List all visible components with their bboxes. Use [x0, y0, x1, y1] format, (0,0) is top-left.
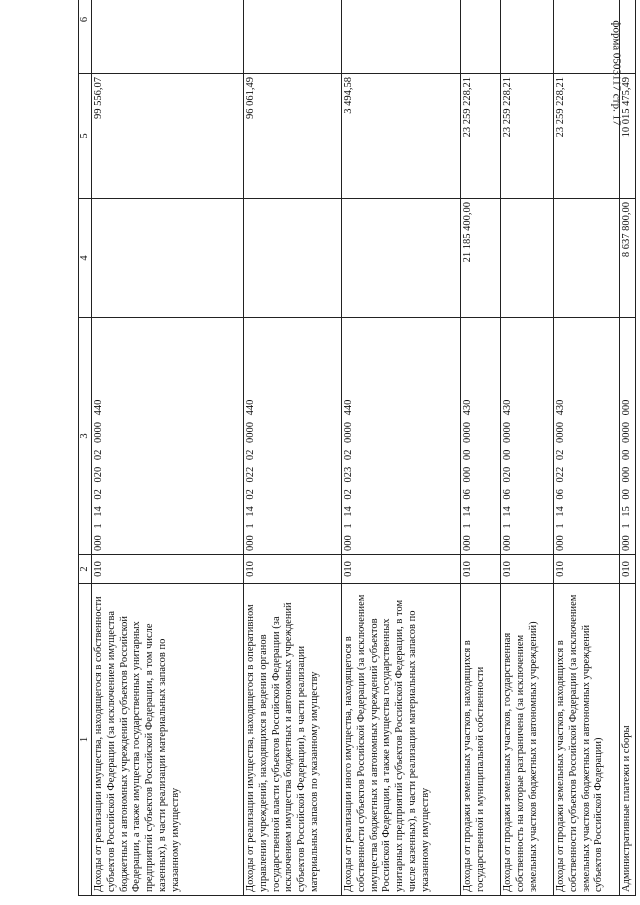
revenue-report-table [78, 0, 636, 896]
income-name-cell: Административные платежи и сборы [620, 584, 636, 896]
approved-amount-cell [501, 199, 554, 318]
budget-classification-code-cell: 000 1 14 06 000 00 0000 430 [461, 318, 501, 555]
budget-classification-code-cell: 000 1 14 02 020 02 0000 440 [92, 318, 244, 555]
income-name-cell: Доходы от продажи земельных участков, находящихся в государственной и муниципальной собственности [461, 584, 501, 896]
column-6-cell [620, 0, 636, 74]
table-row [501, 0, 554, 896]
table-row [244, 0, 342, 896]
budget-classification-code-cell: 000 1 14 02 022 02 0000 440 [244, 318, 342, 555]
budget-classification-code-cell: 000 1 15 00 000 00 0000 000 [620, 318, 636, 555]
budget-classification-code-cell: 000 1 14 02 023 02 0000 440 [342, 318, 461, 555]
income-name-cell: Доходы от продажи земельных участков, государственная собственность на которые разграничена (за исключением земельных участков бюджетных и автономных учреждений) [501, 584, 554, 896]
form-number-text: форма 0503117 стр. 17 [611, 20, 623, 126]
column-header-6: 6 [79, 0, 92, 74]
column-number-row [79, 0, 92, 896]
column-6-cell [554, 0, 620, 74]
executed-amount-cell: 96 061,49 [244, 74, 342, 199]
table-row [461, 0, 501, 896]
executed-amount-cell: 3 494,58 [342, 74, 461, 199]
income-name-cell: Доходы от реализации имущества, находящегося в оперативном управлении учреждений, находящихся в ведении органов государственной власти субъектов Российской Федерации (за исключением имущества бюджетных и автономных учреждений субъектов Российской Федерации), в части реализации материальных запасов по указанному имуществу [244, 584, 342, 896]
approved-amount-cell [342, 199, 461, 318]
line-code-cell: 010 [501, 555, 554, 584]
budget-classification-code-cell: 000 1 14 06 022 02 0000 430 [554, 318, 620, 555]
line-code-cell: 010 [620, 555, 636, 584]
table-row [554, 0, 620, 896]
line-code-cell: 010 [342, 555, 461, 584]
executed-amount-cell: 23 259 228,21 [501, 74, 554, 199]
approved-amount-cell [92, 199, 244, 318]
column-6-cell [461, 0, 501, 74]
executed-amount-cell: 23 259 228,21 [461, 74, 501, 199]
executed-amount-cell: 10 015 475,49 [620, 74, 636, 199]
column-header-3: 3 [79, 318, 92, 555]
approved-amount-cell: 8 637 800,00 [620, 199, 636, 318]
column-6-cell [501, 0, 554, 74]
table-row [342, 0, 461, 896]
income-name-cell: Доходы от реализации имущества, находящегося в собственности субъектов Российской Федерации (за исключением имущества бюджетных и автономных учреждений субъектов Российской Федерации, а также имущества государственных унитарных предприятий субъектов Российской Федерации, в том числе казенных), в части реализации материальных запасов по указанному имуществу [92, 584, 244, 896]
column-header-5: 5 [79, 74, 92, 199]
executed-amount-cell: 23 259 228,21 [554, 74, 620, 199]
column-6-cell [342, 0, 461, 74]
line-code-cell: 010 [461, 555, 501, 584]
column-header-4: 4 [79, 199, 92, 318]
line-code-cell: 010 [554, 555, 620, 584]
approved-amount-cell [554, 199, 620, 318]
approved-amount-cell: 21 185 400,00 [461, 199, 501, 318]
column-header-2: 2 [79, 555, 92, 584]
income-name-cell: Доходы от продажи земельных участков, находящихся в собственности субъектов Российской Федерации (за исключением земельных участков бюджетных и автономных учреждений субъектов Российской Федерации) [554, 584, 620, 896]
line-code-cell: 010 [244, 555, 342, 584]
executed-amount-cell: 99 556,07 [92, 74, 244, 199]
approved-amount-cell [244, 199, 342, 318]
column-6-cell [92, 0, 244, 74]
column-6-cell [244, 0, 342, 74]
table-row [620, 0, 636, 896]
table-row [92, 0, 244, 896]
column-header-1: 1 [79, 584, 92, 896]
income-name-cell: Доходы от реализации иного имущества, находящегося в собственности субъектов Российской Федерации (за исключением имущества бюджетных и автономных учреждений субъектов Российской Федерации, а также имущества государственных унитарных предприятий субъектов Российской Федерации, в том числе казенных), в части реализации материальных запасов по указанному имуществу [342, 584, 461, 896]
line-code-cell: 010 [92, 555, 244, 584]
budget-classification-code-cell: 000 1 14 06 020 00 0000 430 [501, 318, 554, 555]
